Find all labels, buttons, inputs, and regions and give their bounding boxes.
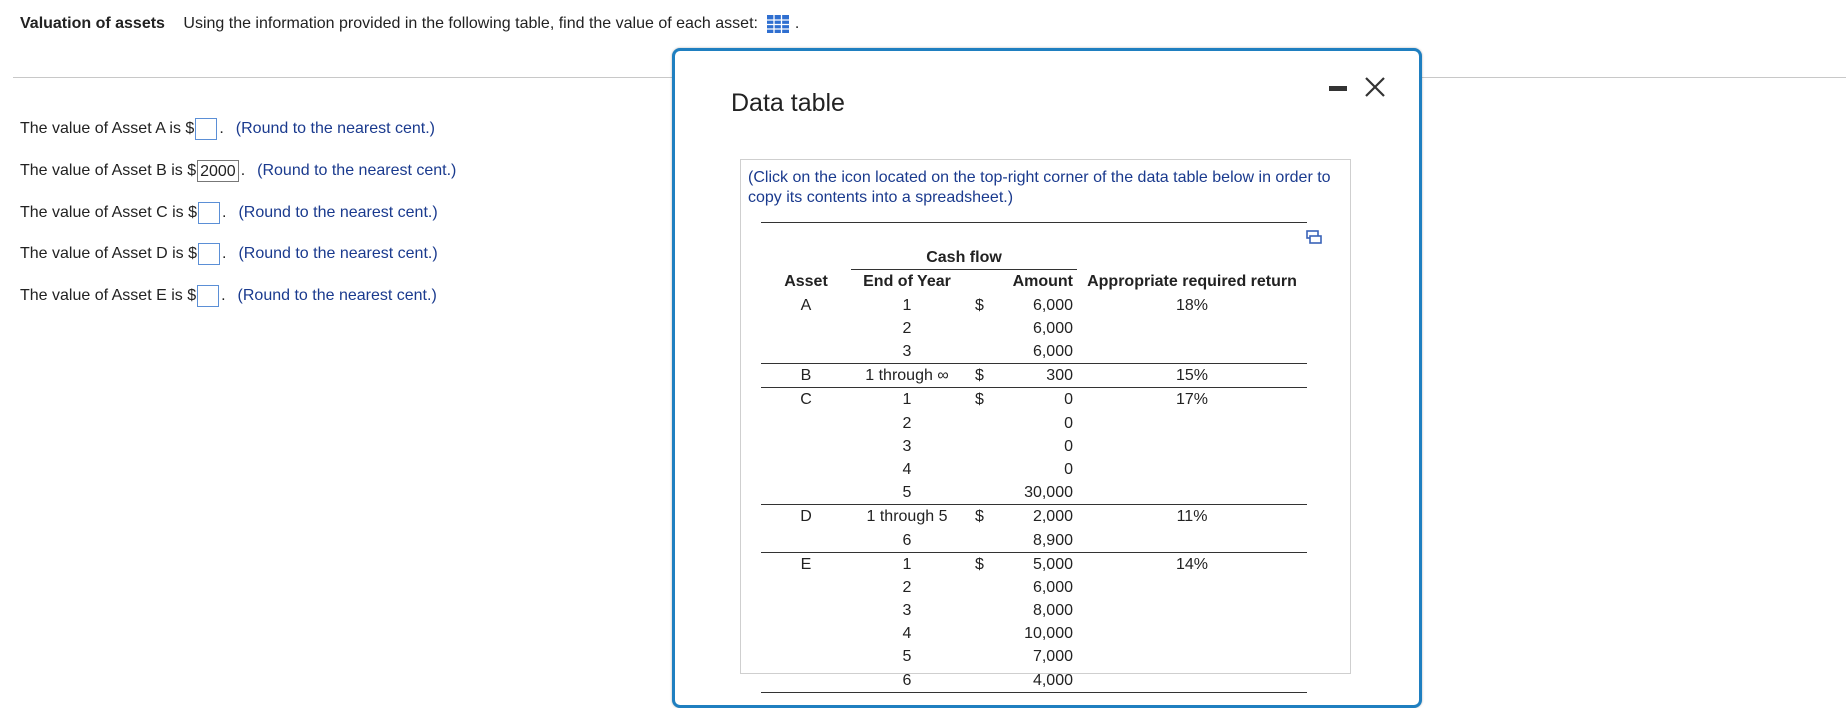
- col-return: Appropriate required return: [1087, 273, 1297, 291]
- cell-dollar: [975, 669, 987, 692]
- cell-asset: [761, 669, 851, 692]
- table-row: [761, 505, 1307, 529]
- answer-dot: .: [219, 120, 224, 137]
- cell-year: 5: [902, 648, 912, 666]
- round-hint: (Round to the nearest cent.): [237, 287, 437, 304]
- cell-year: 2: [902, 319, 912, 337]
- cell-dollar: [975, 340, 987, 363]
- cell-amount: 2,000: [1032, 508, 1073, 526]
- answer-dot: .: [221, 287, 226, 304]
- round-hint: (Round to the nearest cent.): [235, 120, 436, 137]
- answer-dot: .: [221, 204, 227, 221]
- table-row: [761, 412, 1307, 435]
- cell-year: 1: [851, 552, 963, 576]
- answer-row: [20, 160, 456, 182]
- cell-year: 3: [902, 602, 912, 620]
- cell-return: 14%: [1077, 552, 1307, 576]
- table-row: [761, 576, 1307, 599]
- cell-amount: 5,000: [1032, 555, 1073, 573]
- answer-row: [20, 243, 438, 265]
- cell-amount: 6,000: [1032, 578, 1073, 596]
- cell-amount: 300: [1046, 367, 1073, 385]
- table-row: [761, 599, 1307, 622]
- cell-asset: [761, 458, 851, 481]
- cell-amount: 0: [1064, 460, 1073, 478]
- cell-dollar: [975, 529, 987, 552]
- cell-asset: [761, 435, 851, 458]
- answer-label: The value of Asset A is $: [20, 120, 195, 137]
- answer-input[interactable]: [197, 285, 219, 307]
- answer-row: [20, 202, 438, 224]
- data-table-panel: [740, 159, 1351, 689]
- cell-year: 4: [902, 625, 912, 643]
- question-body: Using the information provided in the following table, find the value of each asset:: [183, 15, 758, 33]
- cell-asset: [761, 645, 851, 668]
- table-row: [761, 317, 1307, 340]
- cell-dollar: [975, 622, 987, 645]
- cell-amount: 0: [1064, 414, 1073, 432]
- cell-year: 1 through 5: [851, 505, 963, 529]
- cell-dollar: [975, 435, 987, 458]
- cell-asset: [761, 412, 851, 435]
- table-row: [761, 294, 1307, 317]
- data-table: [761, 222, 1307, 693]
- cell-dollar: [975, 576, 987, 599]
- table-row: [761, 528, 1307, 552]
- table-row: [761, 645, 1307, 668]
- answer-label: The value of Asset E is $: [20, 287, 197, 304]
- data-table-modal: [672, 48, 1422, 708]
- round-hint: (Round to the nearest cent.): [257, 162, 457, 179]
- cell-return: [1077, 412, 1307, 435]
- cell-asset: [761, 528, 851, 552]
- table-grid-icon[interactable]: [766, 14, 790, 34]
- cell-return: [1077, 599, 1307, 622]
- cell-amount: 6,000: [1032, 319, 1073, 337]
- cell-amount: 6,000: [1032, 296, 1073, 314]
- question-title: Valuation of assets: [20, 15, 165, 33]
- cell-asset: E: [761, 552, 851, 576]
- question-text: [20, 14, 799, 34]
- round-hint: (Round to the nearest cent.): [238, 245, 438, 262]
- cell-return: 11%: [1077, 505, 1307, 529]
- col-amount: Amount: [1012, 273, 1073, 291]
- cell-year: 6: [902, 671, 912, 689]
- cell-dollar: $: [975, 555, 984, 573]
- cell-asset: B: [761, 364, 851, 388]
- table-row: [761, 481, 1307, 505]
- cell-dollar: $: [975, 296, 984, 314]
- cell-return: [1077, 317, 1307, 340]
- copy-instructions: (Click on the icon located on the top-right corner of the data table below in order to copy its contents into a spreadsheet.): [748, 169, 1331, 206]
- cell-asset: [761, 481, 851, 505]
- cell-dollar: [975, 481, 987, 504]
- cell-return: 18%: [1175, 296, 1209, 314]
- cell-amount: 10,000: [1024, 625, 1073, 643]
- cell-dollar: $: [975, 391, 984, 409]
- cell-dollar: [975, 412, 987, 435]
- cell-asset: [761, 599, 851, 622]
- minimize-icon[interactable]: [1329, 86, 1347, 91]
- answer-row: [20, 118, 435, 140]
- cell-amount: 4,000: [1032, 671, 1073, 689]
- table-row: [761, 458, 1307, 481]
- cell-dollar: [975, 645, 987, 668]
- cell-amount: 30,000: [1024, 484, 1073, 502]
- close-icon[interactable]: [1361, 73, 1389, 101]
- cell-year: 3: [902, 343, 912, 361]
- cell-return: [1077, 435, 1307, 458]
- cell-dollar: [975, 317, 987, 340]
- question-trail: .: [794, 15, 800, 33]
- cell-year: 2: [902, 414, 912, 432]
- cell-year: 3: [902, 437, 912, 455]
- col-year: End of Year: [863, 273, 951, 291]
- copy-to-spreadsheet-icon[interactable]: [1306, 230, 1322, 244]
- cell-asset: [761, 317, 851, 340]
- cell-asset: D: [761, 505, 851, 529]
- cell-return: 15%: [1077, 364, 1307, 388]
- cell-asset: A: [800, 296, 812, 314]
- table-row: [761, 669, 1307, 692]
- cell-asset: C: [761, 388, 851, 412]
- cell-return: 17%: [1077, 388, 1307, 412]
- cell-amount: 7,000: [1032, 648, 1073, 666]
- table-row: [761, 552, 1307, 576]
- answer-dot: .: [240, 162, 246, 179]
- answer-label: The value of Asset B is $: [20, 162, 197, 179]
- table-row: [761, 340, 1307, 364]
- table-row: [761, 435, 1307, 458]
- cell-asset: [761, 622, 851, 645]
- cell-year: 1: [851, 388, 963, 412]
- cell-amount: 6,000: [1032, 343, 1073, 361]
- round-hint: (Round to the nearest cent.): [238, 204, 438, 221]
- cell-amount: 8,000: [1032, 602, 1073, 620]
- cell-year: 2: [902, 578, 912, 596]
- cash-flow-header: Cash flow: [851, 246, 1077, 270]
- cell-return: [1077, 340, 1307, 364]
- answer-label: The value of Asset D is $: [20, 245, 197, 262]
- cell-amount: 0: [1064, 437, 1073, 455]
- col-asset: Asset: [784, 273, 828, 291]
- answer-input[interactable]: [198, 243, 220, 265]
- table-row: [761, 364, 1307, 388]
- cell-amount: 0: [1064, 391, 1073, 409]
- cell-dollar: $: [975, 367, 984, 385]
- cell-return: [1077, 458, 1307, 481]
- answer-row: [20, 285, 437, 307]
- cell-amount: 8,900: [1032, 531, 1073, 549]
- cell-asset: [761, 340, 851, 364]
- cell-return: [1077, 576, 1307, 599]
- cell-return: [1077, 669, 1307, 692]
- cell-year: 1: [902, 296, 912, 314]
- answer-label: The value of Asset C is $: [20, 204, 197, 221]
- cell-dollar: [975, 599, 987, 622]
- cell-return: [1077, 645, 1307, 668]
- modal-title: Data table: [731, 89, 845, 117]
- cell-return: [1077, 622, 1307, 645]
- cell-year: 4: [902, 460, 912, 478]
- answer-input[interactable]: [198, 202, 220, 224]
- cell-year: 1 through ∞: [851, 364, 963, 388]
- table-row: [761, 622, 1307, 645]
- cell-return: [1077, 528, 1307, 552]
- cell-dollar: [975, 458, 987, 481]
- cell-return: [1077, 481, 1307, 505]
- answer-dot: .: [221, 245, 227, 262]
- answer-input[interactable]: 2000: [197, 160, 239, 182]
- cell-dollar: $: [975, 508, 984, 526]
- answer-input[interactable]: [195, 118, 217, 140]
- cell-year: 5: [902, 484, 912, 502]
- table-row: [761, 388, 1307, 412]
- cell-asset: [761, 576, 851, 599]
- cell-year: 6: [902, 531, 912, 549]
